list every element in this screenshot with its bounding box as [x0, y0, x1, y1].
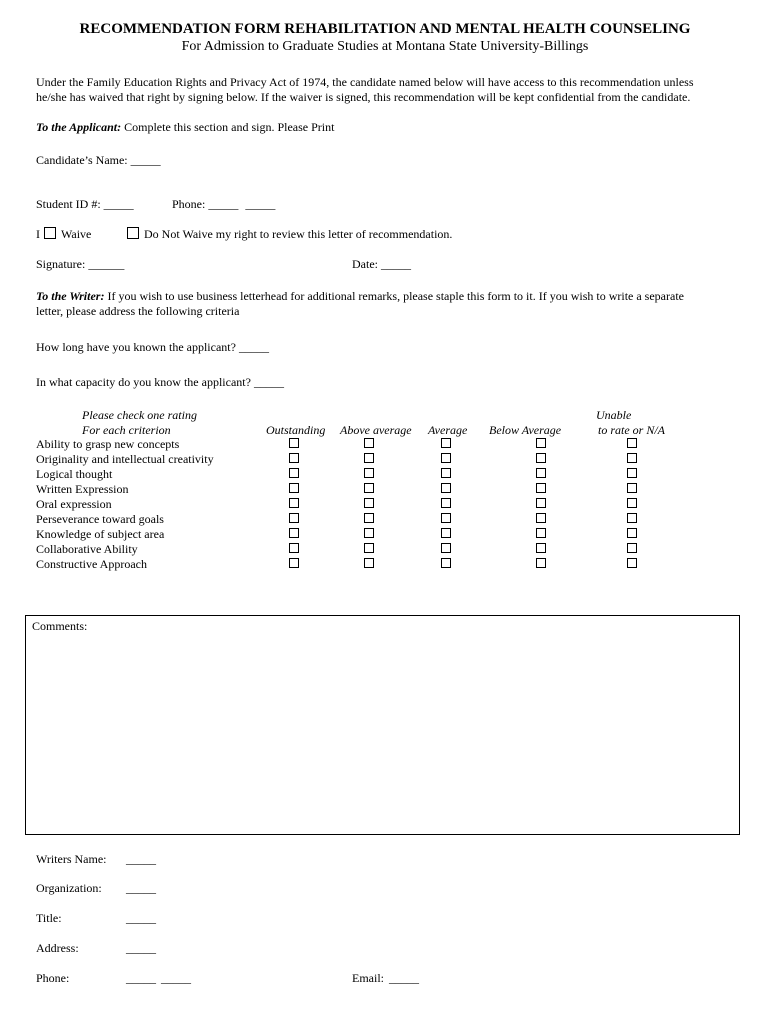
rating-checkbox-unable[interactable] [627, 558, 637, 568]
rating-checkbox-above-average[interactable] [364, 558, 374, 568]
capacity-field[interactable]: _____ [253, 375, 284, 389]
rating-checkbox-outstanding[interactable] [289, 468, 299, 478]
writer-instruction-line-1: If you wish to use business letterhead for additional remarks, please staple this form to it. If you wish to write a separate [104, 289, 684, 303]
not-waive-checkbox[interactable] [127, 227, 139, 239]
phone-label: Phone: [172, 197, 206, 211]
column-average: Average [428, 423, 468, 437]
known-duration-field[interactable]: _____ [238, 340, 269, 354]
ratings-instruction-1: Please check one rating [82, 408, 197, 422]
date-field[interactable]: _____ [381, 257, 411, 271]
column-above-average: Above average [340, 423, 412, 437]
rating-checkbox-unable[interactable] [627, 528, 637, 538]
criterion-label: Logical thought [36, 467, 113, 481]
intro-line-2: he/she has waived that right by signing below. If the waiver is signed, this recommendation will be kept confidential from the candidate. [36, 90, 691, 104]
candidate-name-label: Candidate’s Name: [36, 153, 128, 167]
capacity-label: In what capacity do you know the applicant? [36, 375, 251, 389]
address-field[interactable]: _____ [126, 941, 156, 955]
writer-heading: To the Writer: [36, 289, 105, 303]
writer-instructions-1 [36, 289, 684, 304]
form-title: RECOMMENDATION FORM REHABILITATION AND MENTAL HEALTH COUNSELING [79, 21, 691, 37]
rating-checkbox-average[interactable] [441, 438, 451, 448]
rating-checkbox-below-average[interactable] [536, 528, 546, 538]
rating-checkbox-outstanding[interactable] [289, 528, 299, 538]
rating-checkbox-unable[interactable] [627, 498, 637, 508]
waive-label: Waive [61, 227, 92, 241]
address-label: Address: [36, 941, 79, 955]
criterion-label: Perseverance toward goals [36, 512, 164, 526]
criterion-label: Originality and intellectual creativity [36, 452, 214, 466]
criterion-label: Written Expression [36, 482, 129, 496]
criterion-label: Knowledge of subject area [36, 527, 165, 541]
rating-checkbox-average[interactable] [441, 498, 451, 508]
signature-row [36, 257, 124, 272]
date-label: Date: [352, 257, 378, 271]
phone-row [172, 197, 275, 212]
applicant-heading: To the Applicant: [36, 120, 122, 134]
column-outstanding: Outstanding [266, 423, 326, 437]
rating-checkbox-outstanding[interactable] [289, 453, 299, 463]
rating-checkbox-above-average[interactable] [364, 438, 374, 448]
rating-checkbox-outstanding[interactable] [289, 543, 299, 553]
rating-checkbox-above-average[interactable] [364, 513, 374, 523]
student-id-label: Student ID #: [36, 197, 101, 211]
rating-checkbox-average[interactable] [441, 453, 451, 463]
waive-prefix: I [36, 227, 40, 241]
signature-label: Signature: [36, 257, 86, 271]
rating-checkbox-outstanding[interactable] [289, 498, 299, 508]
rating-checkbox-above-average[interactable] [364, 498, 374, 508]
form-subtitle: For Admission to Graduate Studies at Montana State University-Billings [181, 39, 589, 54]
email-label: Email: [352, 971, 384, 985]
rating-checkbox-outstanding[interactable] [289, 513, 299, 523]
rating-checkbox-below-average[interactable] [536, 513, 546, 523]
rating-checkbox-outstanding[interactable] [289, 483, 299, 493]
known-duration-row [36, 340, 269, 355]
writer-phone-field-2[interactable]: _____ [161, 971, 191, 985]
writer-name-field[interactable]: _____ [126, 852, 156, 866]
criterion-label: Constructive Approach [36, 557, 147, 571]
title-label: Title: [36, 911, 62, 925]
rating-checkbox-unable[interactable] [627, 513, 637, 523]
column-unable: Unable [596, 408, 632, 422]
rating-checkbox-average[interactable] [441, 528, 451, 538]
rating-checkbox-unable[interactable] [627, 453, 637, 463]
signature-field[interactable]: ______ [88, 257, 125, 271]
capacity-row [36, 375, 284, 390]
title-field[interactable]: _____ [126, 911, 156, 925]
column-unable-na: to rate or N/A [598, 423, 666, 437]
rating-checkbox-below-average[interactable] [536, 468, 546, 478]
rating-checkbox-outstanding[interactable] [289, 438, 299, 448]
applicant-instructions [36, 120, 334, 135]
ratings-instruction-2: For each criterion [82, 423, 171, 437]
rating-checkbox-below-average[interactable] [536, 483, 546, 493]
writer-instruction-line-2: letter, please address the following criteria [36, 304, 240, 318]
comments-label: Comments: [32, 619, 88, 633]
student-id-row [36, 197, 134, 212]
rating-checkbox-unable[interactable] [627, 543, 637, 553]
rating-checkbox-outstanding[interactable] [289, 558, 299, 568]
rating-checkbox-average[interactable] [441, 558, 451, 568]
column-below-average: Below Average [489, 423, 562, 437]
phone-field-2[interactable]: _____ [245, 197, 276, 211]
rating-checkbox-average[interactable] [441, 543, 451, 553]
rating-checkbox-unable[interactable] [627, 468, 637, 478]
writer-phone-field-1[interactable]: _____ [126, 971, 156, 985]
intro-line-1: Under the Family Education Rights and Privacy Act of 1974, the candidate named below will have access to this recommendation unless [36, 75, 694, 89]
comments-box[interactable] [25, 615, 740, 835]
organization-label: Organization: [36, 881, 102, 895]
rating-checkbox-above-average[interactable] [364, 528, 374, 538]
criterion-label: Ability to grasp new concepts [36, 437, 180, 451]
waive-checkbox[interactable] [44, 227, 56, 239]
known-duration-label: How long have you known the applicant? [36, 340, 236, 354]
candidate-name-row [36, 153, 161, 168]
candidate-name-field[interactable]: _____ [130, 153, 161, 167]
rating-checkbox-above-average[interactable] [364, 453, 374, 463]
writer-name-label: Writers Name: [36, 852, 107, 866]
rating-checkbox-below-average[interactable] [536, 498, 546, 508]
rating-checkbox-average[interactable] [441, 468, 451, 478]
not-waive-label: Do Not Waive my right to review this letter of recommendation. [144, 227, 453, 241]
rating-checkbox-average[interactable] [441, 483, 451, 493]
applicant-instruction: Complete this section and sign. Please Print [121, 120, 335, 134]
phone-field-1[interactable]: _____ [208, 197, 239, 211]
rating-checkbox-above-average[interactable] [364, 468, 374, 478]
date-row [352, 257, 411, 272]
organization-field[interactable]: _____ [126, 881, 156, 895]
rating-checkbox-unable[interactable] [627, 438, 637, 448]
rating-checkbox-unable[interactable] [627, 483, 637, 493]
writer-phone-label: Phone: [36, 971, 70, 985]
rating-checkbox-below-average[interactable] [536, 543, 546, 553]
rating-checkbox-above-average[interactable] [364, 543, 374, 553]
criterion-label: Oral expression [36, 497, 112, 511]
criterion-label: Collaborative Ability [36, 542, 138, 556]
email-field[interactable]: _____ [389, 971, 419, 985]
rating-checkbox-below-average[interactable] [536, 558, 546, 568]
student-id-field[interactable]: _____ [103, 197, 134, 211]
rating-checkbox-average[interactable] [441, 513, 451, 523]
rating-checkbox-below-average[interactable] [536, 453, 546, 463]
rating-checkbox-below-average[interactable] [536, 438, 546, 448]
rating-checkbox-above-average[interactable] [364, 483, 374, 493]
